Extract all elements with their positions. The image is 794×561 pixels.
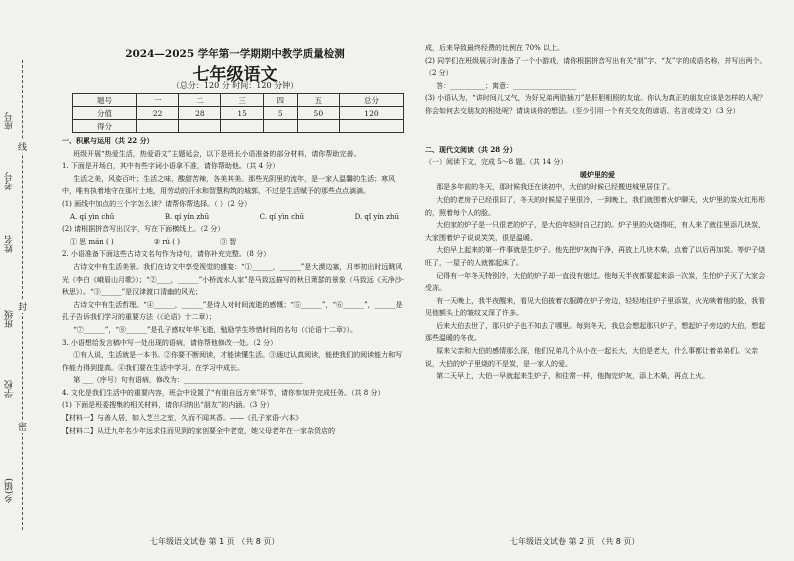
q4-sub1: (1) 下面是班委搜集的相关材料，请你归纳出“朋友”的内涵。（3 分）: [62, 401, 274, 410]
q2-line-1: 古诗文中有生活美景。我们在诗文中享受视觉的盛宴：“①______，______”是大漠边塞，月率初出时远眺风光（李白《峨眉山月歌》）；“②____，______”小桥流水人家”是马致远描写的秋日萧瑟的景象（马致远《天净沙·秋思》）。“③______”是汉津渡口清幽的风光；: [62, 262, 404, 297]
subject-title: 七年级语文: [192, 65, 278, 85]
class-label: 班级: [5, 310, 15, 328]
seal-word-feng: 封: [18, 300, 27, 313]
q4-material-2: 【材料二】从迁九年名少年远求住而见到的家创要全中老宽，她父母老年在一家杂货店的: [62, 426, 335, 435]
cell: 一: [137, 94, 179, 107]
seal-word-xian: 线: [18, 140, 27, 153]
cell: 五: [297, 94, 339, 107]
q1-item-1: ① 思 mán ( ): [70, 237, 114, 246]
q1-option-b: B. qí yín zhū: [164, 212, 210, 221]
q1-stem: 1. 下面是开场白，其中有些字词小语拿不准，请你帮助他。（共 4 分）: [62, 162, 280, 171]
q3-stem: 3. 小语想给发言稿中写一处出现的语病，请你帮他修改一处。（2 分）: [62, 338, 278, 347]
score-input-cell: [339, 120, 403, 133]
cell: 二: [179, 94, 221, 107]
story-para-1: 那是多年前的冬天，那时候我还在读初中，大伯的时候已经搬进城里居住了。: [436, 183, 675, 192]
q1-option-a: A. qí yìn chū: [70, 212, 115, 221]
q1-passage: 生活之美，风姿百叶；生活之味，酸甜苦辣，各美其美。那些光阴里的流年，是一家人温馨的生活；寒风中，唯有执着地守在那片土地，用劳动的汗水和智慧构筑的城郭，不过是生活赋予的那些点点滴滴。: [62, 174, 396, 196]
school-label: 学校: [5, 380, 15, 398]
cell: 题号: [73, 94, 137, 107]
q1-option-d: D. qǐ yín zhū: [354, 212, 399, 221]
q1-sub1: (1) 画线中加点的三个字怎么读？请帮你帮选择。（ ）（2 分）: [62, 199, 252, 208]
exam-title: 2024—2025 学年第一学期期中教学质量检测: [125, 48, 345, 60]
section2-title: 二、现代文阅读（共 28 分）: [425, 144, 517, 154]
q2-stem: 2. 小语准备下面这些古诗文名句作为诗句，请你补充完整。（8 分）: [62, 250, 271, 259]
q4-sub3: (3) 小语认为，“讲时间儿又气，为好兄弟两肋插刀”是肝胆相照的友谊。你认为真正的朋友应该是怎样的人呢？你会如何去交朋友的相处呢？请谈谈你的想法。（至少引用一个有关交友的谚语、名言或诗文）（3 分）: [425, 94, 767, 115]
cell: 分值: [73, 107, 137, 120]
q4-material-1: 【材料一】与善人居，如入芝兰之室，久而不闻其香。——《孔子家语·六本》: [62, 414, 303, 423]
cell: 总分: [339, 94, 403, 107]
cell: 三: [221, 94, 263, 107]
q1-sub2-items: [62, 236, 407, 249]
section1-title: 一、积累与运用（共 22 分）: [62, 136, 154, 145]
story-title: 暖炉里的爱: [580, 169, 615, 179]
right-page-body: [425, 42, 770, 530]
q1-item-3: ③ 智: [219, 237, 237, 246]
score-input-cell: [137, 120, 179, 133]
intro-text: 班级开展“热爱生活，热爱语文”主题延会，以下是班长小语准备的部分材料，请你帮助完善。: [73, 149, 361, 158]
cell: 28: [179, 107, 221, 120]
q1-item-2: ② rú ( ): [153, 237, 180, 246]
township-label: 乡(镇): [5, 478, 15, 504]
q1-option-c: C. qí yìn chū: [259, 212, 305, 221]
part-a-title: （一）阅读下文，完成 5～8 题。（共 14 分）: [425, 158, 568, 167]
cell: 5: [263, 107, 297, 120]
story-para-3: 大伯家的炉子是一只很老的炉子，是大伯年轻时自己打的。炉子里的火烧得旺，有人来了就往里添几块炭，大家围着炉子说说笑笑，很是温暖。: [425, 221, 766, 242]
score-table-points-row: [73, 107, 404, 120]
cell: 50: [297, 107, 339, 120]
cell: 15: [221, 107, 263, 120]
story-para-5: 记得有一年冬天特别冷，大伯的炉子却一直没有熄过。他每天半夜都要起来添一次炭，生怕炉子灭了大家会受冻。: [425, 271, 766, 293]
q1-options: [62, 211, 407, 224]
cell: 120: [339, 107, 403, 120]
score-table-header: [73, 94, 404, 107]
story-para-9: 第二天早上，大伯一早就起来生炉子，和往常一样，他掏完炉灰，添上木柴，再点上火。: [436, 372, 710, 381]
q2-line-2: 古诗文中有生活哲理。“④______，______”是诗人对时间流逝的感慨；“⑤______”，“⑥______”，______是孔子告诉我们学习的重要方法（《论语》十二章）；: [62, 300, 403, 322]
exam-meta: （总分：120 分 时间：120 分钟）: [171, 81, 299, 90]
seal-line: [22, 60, 23, 530]
score-table: [72, 93, 404, 133]
q1-sub2: (2) 请根据拼音写出汉字，写在下面横线上。（2 分）: [62, 225, 225, 234]
score-table-score-row: [73, 120, 404, 133]
exam-no-label: 考号: [5, 172, 15, 190]
score-input-cell: [297, 120, 339, 133]
cell: 四: [263, 94, 297, 107]
seal-word-mi: 密: [18, 420, 27, 433]
footer-page-1: 七年级语文试卷 第 1 页 （共 8 页）: [150, 537, 280, 546]
right-carryover: 成，后来导致最终经费的比例在 70% 以上。: [425, 44, 565, 52]
left-page-body: [62, 135, 407, 530]
cell: 22: [137, 107, 179, 120]
answer-space: [425, 118, 770, 144]
cell: 得分: [73, 120, 137, 133]
q3-answer-line: 第 ___（序号）句有语病，修改为：__________________________________: [73, 376, 303, 385]
story-para-6: 有一天晚上，我半夜醒来，看见大伯披着衣服蹲在炉子旁边，轻轻地往炉子里添炭，火光映着他的脸，我看见他额头上的皱纹又深了许多。: [425, 296, 766, 318]
q3-sentences: ①有人说，生活就是一本书。②你要不断阅读，才能读懂生活。③通过认真阅读，能使我们的阅读能力和写作能力得到提高。④我们要在生活中学习，在学习中成长。: [62, 351, 403, 372]
seat-label: 座号: [5, 112, 15, 130]
name-label: 姓名: [5, 235, 15, 253]
score-input-cell: [179, 120, 221, 133]
story-para-2: 大伯的老房子已经很旧了，冬天的时候屋子里很冷，一到晚上，我们就围着火炉聊天，火炉里的炭火红彤彤的，照着每个人的脸。: [425, 195, 766, 217]
q4-sub2: (2) 同学们在班级展示时准备了一个小游戏，请你根据拼音写出有关“朋”字、“友”字的成语名称，并写出两个。（2 分）: [425, 56, 767, 78]
score-input-cell: [221, 120, 263, 133]
story-para-8: 原来父亲和大伯的感情那么深，他们兄弟几个从小在一起长大，大伯是老大，什么事都让着弟弟们。父亲说，大伯的炉子里烧的不是炭，是一家人的爱。: [425, 347, 759, 368]
story-para-7: 后来大伯去世了，那只炉子也不知去了哪里。每到冬天，我总会想起那只炉子，想起炉子旁边的大伯，想起那些温暖的冬夜。: [425, 321, 766, 343]
binding-strip: [0, 0, 40, 561]
q2-line-3: “⑦______”，“⑧______”是孔子感叹年华飞逝，勉励学生珍惜时间的名句（《论语十二章》）。: [73, 325, 358, 334]
q4-sub2-answer: 答：__________；寓意：__________________: [436, 81, 577, 90]
q4-stem: 4. 文化是我们生活中的重要内容，班会中设置了“有朋自远方来”环节，请你参加并完成任务。（共 8 分）: [62, 388, 385, 397]
story-para-4: 大伯早上起来的第一件事就是生炉子。他先把炉灰掏干净，再放上几块木柴，点着了以后再加炭。等炉子烧旺了，一屋子的人就都起床了。: [425, 246, 766, 267]
footer-page-2: 七年级语文试卷 第 2 页 （共 8 页）: [510, 537, 640, 546]
score-input-cell: [263, 120, 297, 133]
